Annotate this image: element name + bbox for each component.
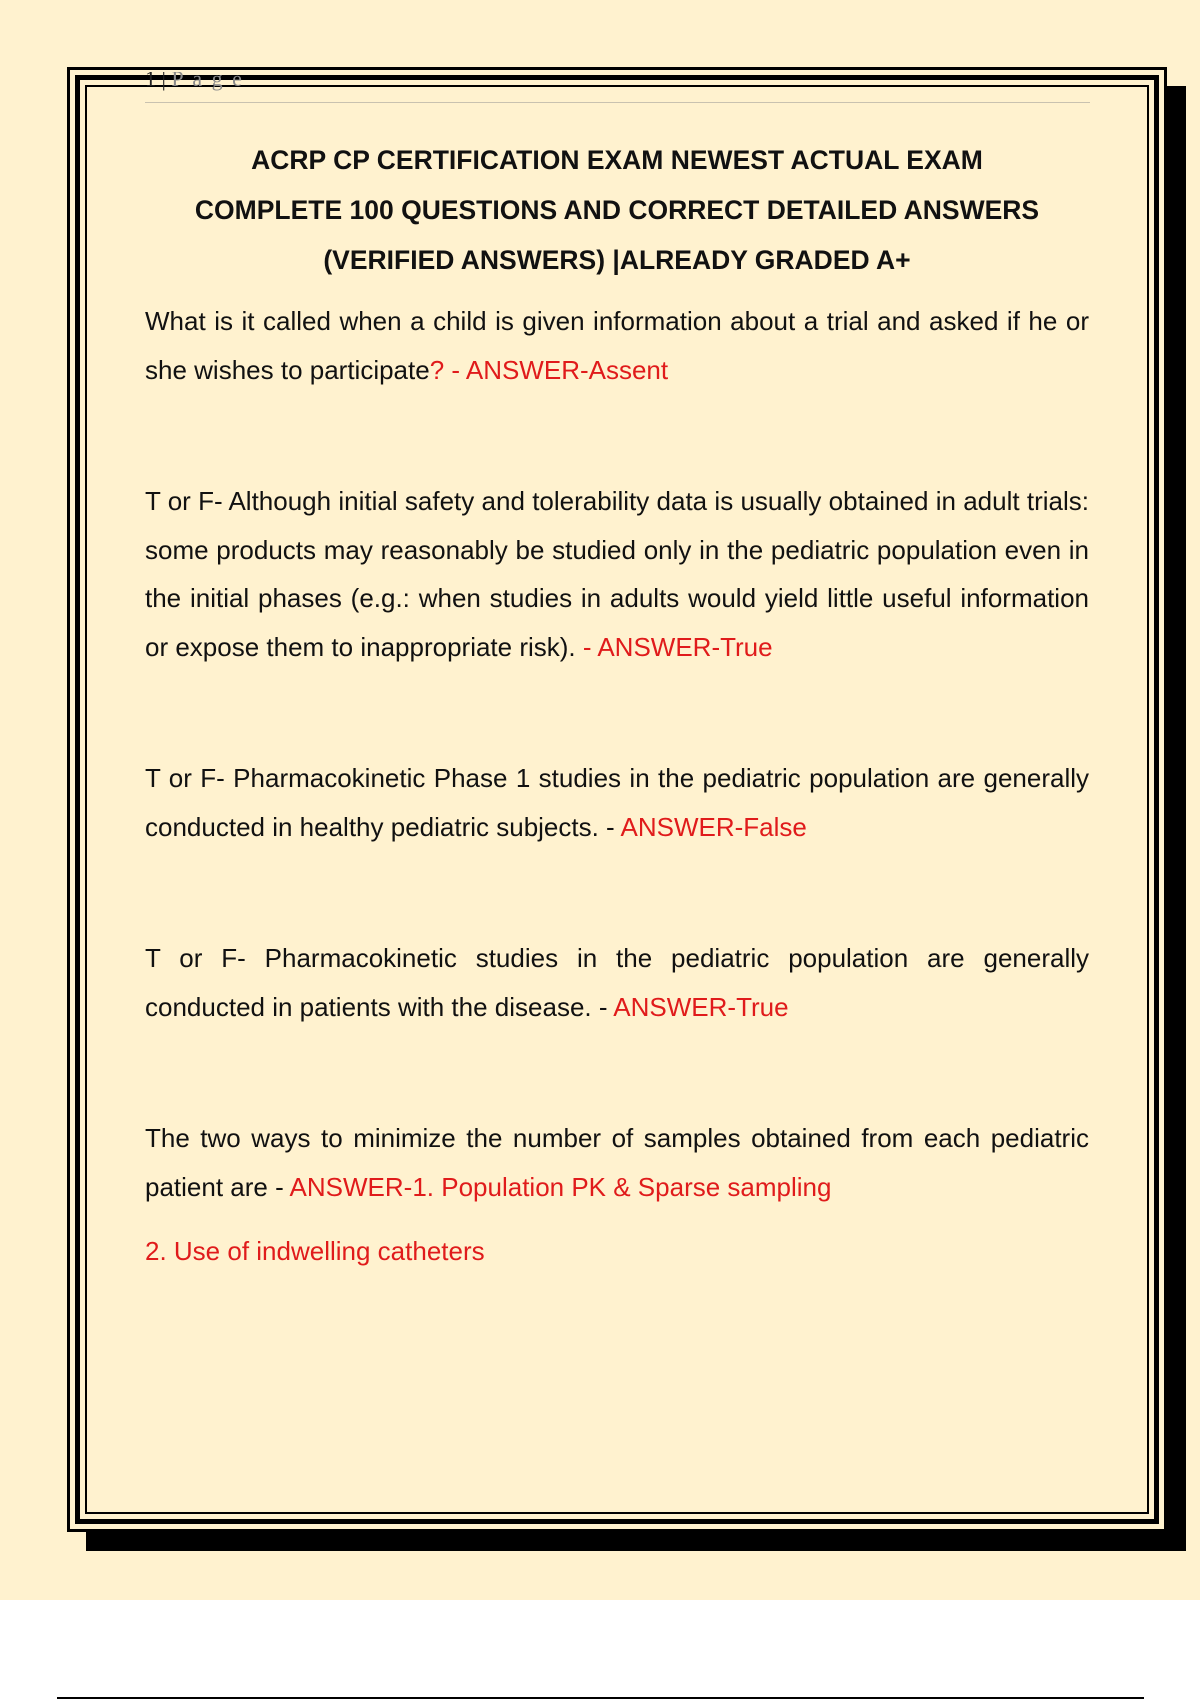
question-text: T or F- Although initial safety and tolerability data is usually obtained in adult trials: some products may reasonably be studied only in the pediatric population even in the initial phases (e.g.: when studies in adults would yield little useful information or expose them to inappropriate risk). — [145, 486, 1089, 662]
answer-text: ANSWER-False — [620, 811, 807, 842]
question-answer-item — [145, 297, 1089, 394]
question-text: The two ways to minimize the number of samples obtained from each pediatric patient are - — [145, 1123, 1089, 1202]
document-title — [145, 135, 1089, 285]
title-line: ACRP CP CERTIFICATION EXAM NEWEST ACTUAL EXAM — [251, 145, 983, 175]
question-text: What is it called when a child is given information about a trial and asked if he or she wishes to participate — [145, 306, 1089, 385]
question-answer-item — [145, 754, 1089, 851]
title-line: COMPLETE 100 QUESTIONS AND CORRECT DETAILED ANSWERS — [194, 195, 1040, 225]
answer-text: - ANSWER-True — [582, 631, 773, 662]
answer-text: ANSWER-True — [613, 991, 789, 1022]
page-number: 1 | P a g e — [145, 72, 244, 91]
page-header — [145, 72, 1090, 103]
answer-text-continued: 2. Use of indwelling catheters — [145, 1236, 485, 1266]
question-answer-item — [145, 934, 1089, 1031]
question-text: T or F- Pharmacokinetic studies in the pediatric population are generally conducted in patients with the disease. - — [145, 943, 1089, 1022]
question-answer-item — [145, 1114, 1089, 1211]
document-body — [145, 135, 1089, 1276]
title-line: (VERIFIED ANSWERS) |ALREADY GRADED A+ — [323, 245, 911, 275]
answer-text: ? - ANSWER-Assent — [429, 354, 669, 385]
answer-text: ANSWER-1. Population PK & Sparse sampling — [289, 1171, 832, 1202]
question-text: T or F- Pharmacokinetic Phase 1 studies in the pediatric population are generally conducted in healthy pediatric subjects. - — [145, 763, 1089, 842]
footer-rule — [57, 1697, 1144, 1699]
question-answer-item — [145, 477, 1089, 671]
